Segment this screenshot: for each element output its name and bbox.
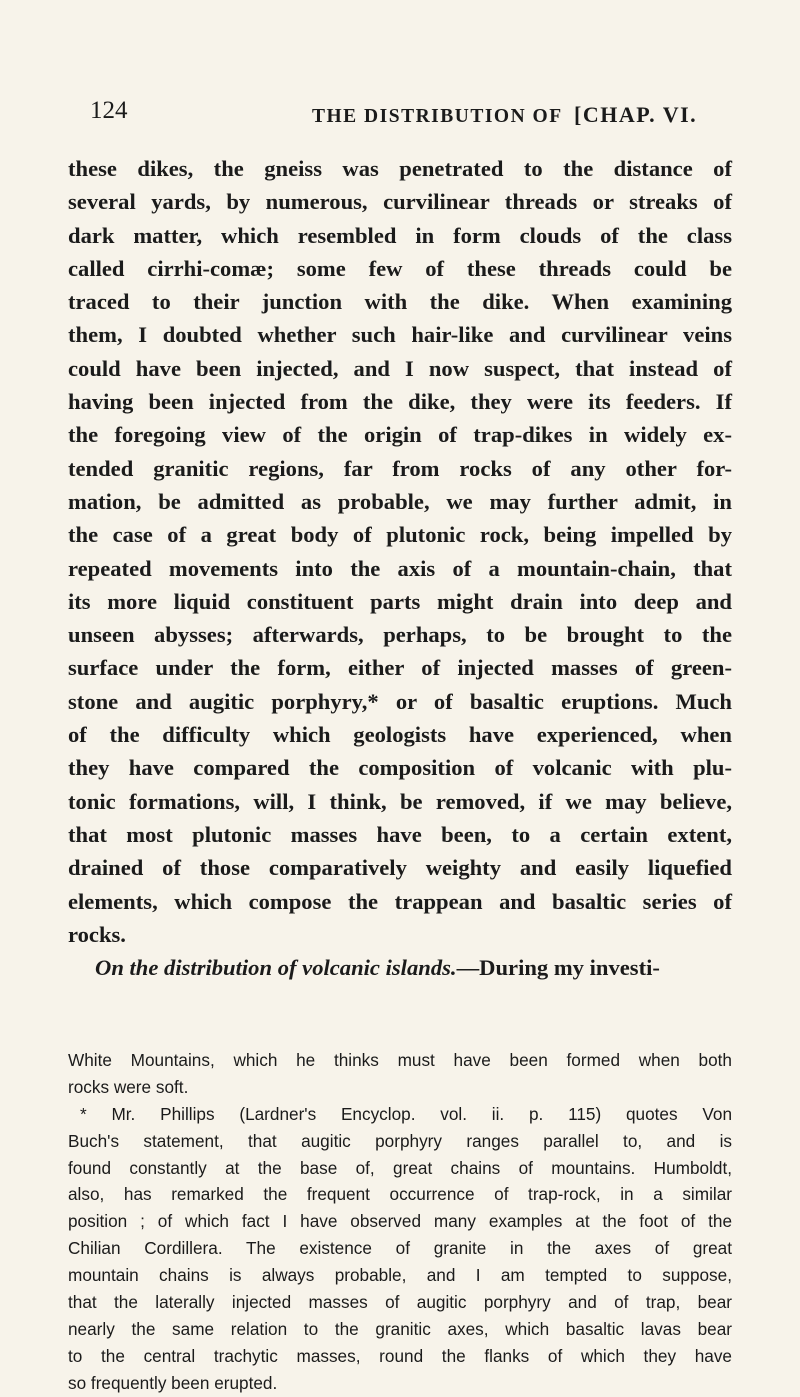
body-line: them, I doubted whether such hair-like and curvilinear veins <box>68 322 732 348</box>
footnote-line: so frequently been erupted. <box>68 1372 278 1393</box>
footnotes <box>68 1047 732 1397</box>
body-line: its more liquid constituent parts might drain into deep and <box>68 588 732 614</box>
body-line: mation, be admitted as probable, we may further admit, in <box>68 488 732 514</box>
body-line: these dikes, the gneiss was penetrated to the distance of <box>68 156 732 181</box>
body-line: rocks. <box>68 921 126 947</box>
body-line: elements, which compose the trappean and basaltic series of <box>68 888 732 914</box>
body-line: dark matter, which resembled in form clouds of the class <box>68 222 732 248</box>
footnote-line: Chilian Cordillera. The existence of granite in the axes of great <box>68 1238 732 1259</box>
body-line: drained of those comparatively weighty and easily liquefied <box>68 855 732 881</box>
section-heading-rest: —During my investi- <box>456 955 660 981</box>
body-line: tonic formations, will, I think, be removed, if we may believe, <box>68 788 732 814</box>
body-line: tended granitic regions, far from rocks of any other for- <box>68 455 732 481</box>
section-heading <box>68 951 732 984</box>
footnote-line: also, has remarked the frequent occurrence of trap-rock, in a similar <box>68 1184 732 1205</box>
footnote-line: nearly the same relation to the granitic axes, which basaltic lavas bear <box>68 1318 732 1339</box>
body-line: they have compared the composition of volcanic with plu- <box>68 755 732 781</box>
body-line: that most plutonic masses have been, to a certain extent, <box>68 821 732 847</box>
body-line: stone and augitic porphyry,* or of basaltic eruptions. Much <box>68 688 732 714</box>
body-line: could have been injected, and I now suspect, that instead of <box>68 355 732 381</box>
footnote-line: White Mountains, which he thinks must have been formed when both <box>68 1050 732 1070</box>
body-line: several yards, by numerous, curvilinear threads or streaks of <box>68 189 732 215</box>
body-line: the case of a great body of plutonic rock, being impelled by <box>68 522 732 548</box>
body-line: called cirrhi-comæ; some few of these threads could be <box>68 255 732 281</box>
body-line: the foregoing view of the origin of trap-dikes in widely ex- <box>68 422 732 448</box>
footnote-line: that the laterally injected masses of augitic porphyry and of trap, bear <box>68 1292 732 1313</box>
page-number: 124 <box>90 97 128 124</box>
body-line: of the difficulty which geologists have experienced, when <box>68 722 732 748</box>
footnote-line: to the central trachytic masses, round the flanks of which they have <box>68 1345 732 1366</box>
footnote-line: found constantly at the base of, great chains of mountains. Humboldt, <box>68 1157 732 1178</box>
body-text <box>68 152 732 984</box>
body-line: having been injected from the dike, they were its feeders. If <box>68 389 732 415</box>
section-heading-italic: On the distribution of volcanic islands. <box>95 955 457 981</box>
body-line: traced to their junction with the dike. When examining <box>68 289 732 315</box>
footnote-line: Buch's statement, that augitic porphyry ranges parallel to, and is <box>68 1130 732 1151</box>
footnote-line: rocks were soft. <box>68 1076 189 1097</box>
footnote-line: position ; of which fact I have observed many examples at the foot of the <box>68 1211 732 1232</box>
running-title: THE DISTRIBUTION OF <box>312 106 563 127</box>
chapter-reference: [CHAP. VI. <box>574 102 698 127</box>
body-line: surface under the form, either of injected masses of green- <box>68 655 732 681</box>
footnote-line: * Mr. Phillips (Lardner's Encyclop. vol. ii. p. 115) quotes Von <box>80 1103 732 1124</box>
body-line: unseen abysses; afterwards, perhaps, to be brought to the <box>68 622 732 648</box>
footnote-line: mountain chains is always probable, and I am tempted to suppose, <box>68 1265 732 1286</box>
body-line: repeated movements into the axis of a mountain-chain, that <box>68 555 732 581</box>
